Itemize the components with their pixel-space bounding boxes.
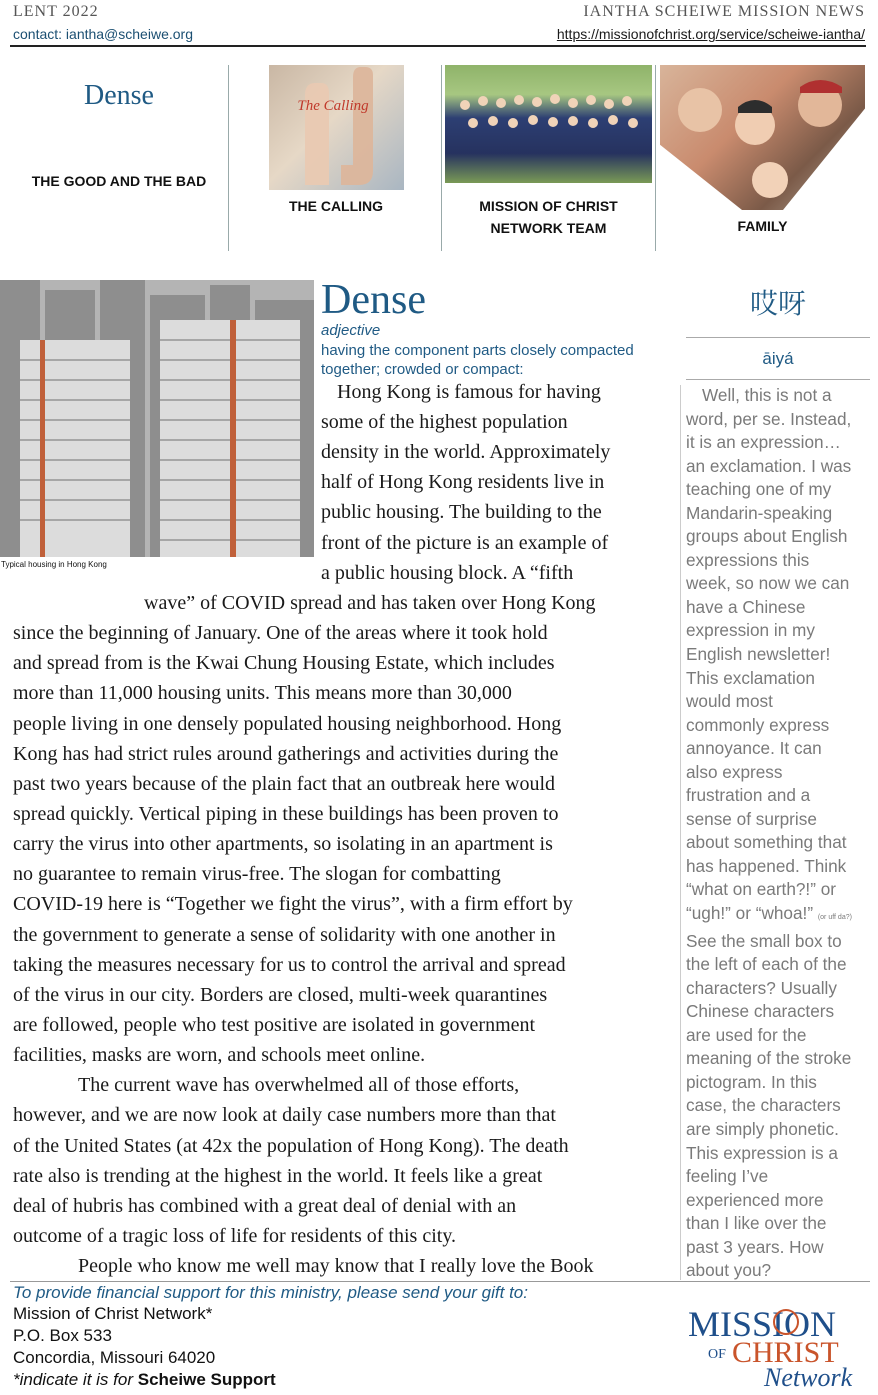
sidebar-line: has happened. Think bbox=[686, 855, 847, 876]
photo-caption: Typical housing in Hong Kong bbox=[1, 560, 107, 569]
team-photo[interactable] bbox=[445, 65, 652, 183]
contact-email[interactable]: contact: iantha@scheiwe.org bbox=[13, 26, 193, 42]
org-name: Mission of Christ Network* bbox=[13, 1304, 213, 1323]
sidebar-line: frustration and a bbox=[686, 785, 811, 806]
nav-label-team-line2: NETWORK TEAM bbox=[490, 220, 607, 236]
nav-divider bbox=[441, 65, 442, 251]
sidebar-line: “what on earth?!” or bbox=[686, 879, 836, 900]
article-line: a public housing block. A “fifth bbox=[321, 562, 574, 584]
article-line: carry the virus into other apartments, so isolating in an apartment is bbox=[13, 833, 553, 855]
sidebar-line: “ugh!” or “whoa!” bbox=[686, 903, 814, 924]
sidebar-line-with-note bbox=[686, 902, 872, 930]
article-line: half of Hong Kong residents live in bbox=[321, 471, 605, 493]
article-title: Dense bbox=[321, 277, 426, 323]
article-line: People who know me well may know that I really love the Book bbox=[78, 1255, 594, 1277]
issue-label: LENT 2022 bbox=[13, 3, 99, 20]
mission-of-christ-logo bbox=[688, 1300, 868, 1390]
sidebar-line: the left of each of the bbox=[686, 954, 847, 975]
article-line: public housing. The building to the bbox=[321, 501, 602, 523]
article-line: people living in one densely populated housing neighborhood. Hong bbox=[13, 713, 562, 735]
article-line: however, and we are now look at daily case numbers more than that bbox=[13, 1104, 556, 1126]
nav-item-dense[interactable] bbox=[10, 65, 228, 251]
article-line: and spread from is the Kwai Chung Housing Estate, which includes bbox=[13, 652, 555, 674]
sidebar-line: an exclamation. I was bbox=[686, 455, 852, 476]
sidebar-line: groups about English bbox=[686, 526, 848, 547]
sidebar-line: characters? Usually bbox=[686, 977, 837, 998]
svg-text:CHRIST: CHRIST bbox=[732, 1336, 839, 1369]
sidebar-line: would most bbox=[686, 691, 773, 712]
nav-label-calling[interactable]: THE CALLING bbox=[288, 198, 384, 214]
nav-divider bbox=[655, 65, 656, 251]
family-photo[interactable] bbox=[660, 65, 865, 210]
article-line: front of the picture is an example of bbox=[321, 532, 609, 554]
sidebar-line: feeling I’ve bbox=[686, 1166, 769, 1187]
article-line: no guarantee to remain virus-free. The slogan for combatting bbox=[13, 863, 501, 885]
article-line: The current wave has overwhelmed all of those efforts, bbox=[78, 1074, 520, 1096]
calling-thumb-text: The Calling bbox=[297, 98, 369, 114]
sidebar-line: Well, this is not a bbox=[702, 385, 832, 405]
article-line: rate also is trending at the highest in the world. It feels like a great bbox=[13, 1165, 543, 1187]
article-line: some of the highest population bbox=[321, 411, 568, 433]
article-line: since the beginning of January. One of the areas where it took hold bbox=[13, 622, 548, 644]
nav-dense-title: Dense bbox=[84, 80, 154, 111]
sidebar-line: meaning of the stroke bbox=[686, 1048, 852, 1069]
chinese-expression: 哎呀 bbox=[749, 287, 806, 320]
article-line: of the virus in our city. Borders are closed, multi-week quarantines bbox=[13, 984, 548, 1006]
publication-title: IANTHA SCHEIWE MISSION NEWS bbox=[583, 3, 865, 20]
sidebar-line: English newsletter! bbox=[686, 644, 831, 665]
sidebar-line: This expression is a bbox=[686, 1142, 838, 1163]
sidebar-line: about something that bbox=[686, 832, 847, 853]
sidebar-line: Mandarin-speaking bbox=[686, 502, 833, 523]
sidebar-line: pictogram. In this bbox=[686, 1071, 817, 1092]
sidebar-line: expression in my bbox=[686, 620, 815, 641]
article-line: outcome of a tragic loss of life for residents of this city. bbox=[13, 1225, 457, 1247]
sidebar-line: it is an expression… bbox=[686, 432, 841, 453]
article-line: Kong has had strict rules around gatherings and activities during the bbox=[13, 743, 559, 765]
sidebar-line: past 3 years. How bbox=[686, 1236, 824, 1257]
article-line: more than 11,000 housing units. This means more than 30,000 bbox=[13, 682, 512, 704]
sidebar-line: about you? bbox=[686, 1260, 772, 1281]
sidebar-line: are simply phonetic. bbox=[686, 1118, 839, 1139]
article-line: are followed, people who test positive are isolated in government bbox=[13, 1014, 536, 1036]
svg-text:OF: OF bbox=[708, 1347, 726, 1362]
sidebar-rule bbox=[686, 379, 870, 380]
article-line: deal of hubris has combined with a great deal of denial with an bbox=[13, 1195, 517, 1217]
article-line: facilities, masks are worn, and schools meet online. bbox=[13, 1044, 426, 1066]
sidebar-line: week, so now we can bbox=[686, 573, 850, 594]
article-line: the government to generate a sense of solidarity with one another in bbox=[13, 924, 556, 946]
ministry-link[interactable]: https://missionofchrist.org/service/scheiwe-iantha/ bbox=[556, 26, 865, 42]
sidebar-line: teaching one of my bbox=[686, 479, 832, 500]
city-state-zip: Concordia, Missouri 64020 bbox=[13, 1348, 216, 1367]
svg-text:MISSION: MISSION bbox=[688, 1304, 837, 1344]
nav-label-good-bad: THE GOOD AND THE BAD bbox=[31, 173, 207, 189]
designation-bold: Scheiwe Support bbox=[137, 1370, 276, 1389]
sidebar-line: sense of surprise bbox=[686, 808, 817, 829]
nav-divider bbox=[228, 65, 229, 251]
sidebar-line: are used for the bbox=[686, 1024, 807, 1045]
article-line: of the United States (at 42x the population of Hong Kong). The death bbox=[13, 1135, 569, 1157]
article-line: wave” of COVID spread and has taken over Hong Kong bbox=[144, 592, 596, 614]
sidebar-line: than I like over the bbox=[686, 1213, 827, 1234]
sidebar-line: word, per se. Instead, bbox=[686, 408, 852, 429]
sidebar-line: This exclamation bbox=[686, 667, 815, 688]
nav-label-team-line1: MISSION OF CHRIST bbox=[479, 198, 618, 214]
po-box: P.O. Box 533 bbox=[13, 1326, 112, 1345]
sidebar-line: have a Chinese bbox=[686, 596, 806, 617]
sidebar-line: expressions this bbox=[686, 549, 810, 570]
sidebar-line: See the small box to bbox=[686, 930, 842, 951]
footer-rule bbox=[10, 1281, 870, 1282]
article-line: Hong Kong is famous for having bbox=[337, 381, 601, 403]
pinyin: āiyá bbox=[762, 349, 794, 368]
sidebar-line: case, the characters bbox=[686, 1095, 841, 1116]
svg-text:Network: Network bbox=[764, 1363, 853, 1390]
sidebar-line: annoyance. It can bbox=[686, 738, 822, 759]
sidebar-rule bbox=[686, 337, 870, 338]
nav-label-team[interactable] bbox=[445, 195, 652, 239]
designation-note bbox=[13, 1370, 276, 1390]
hong-kong-housing-photo bbox=[0, 280, 314, 557]
sidebar-line: Chinese characters bbox=[686, 1001, 835, 1022]
sidebar-text bbox=[686, 384, 872, 1283]
sidebar-line: also express bbox=[686, 761, 783, 782]
support-appeal: To provide financial support for this ministry, please send your gift to: bbox=[13, 1283, 528, 1302]
nav-label-family[interactable]: FAMILY bbox=[737, 218, 788, 234]
article-line: past two years because of the plain fact that an outbreak here would bbox=[13, 773, 556, 795]
article-line: COVID-19 here is “Together we fight the virus”, with a firm effort by bbox=[13, 893, 573, 915]
definition: having the component parts closely compacted together; crowded or compact: bbox=[321, 342, 634, 378]
sidebar-line: commonly express bbox=[686, 714, 830, 735]
calling-thumbnail[interactable] bbox=[269, 65, 404, 190]
sidebar-line: experienced more bbox=[686, 1189, 824, 1210]
article-line: density in the world. Approximately bbox=[321, 441, 611, 463]
article-line: spread quickly. Vertical piping in these buildings has been proven to bbox=[13, 803, 559, 825]
article-line: taking the measures necessary for us to control the arrival and spread bbox=[13, 954, 566, 976]
sidebar-small-note: (or uff da?) bbox=[817, 914, 852, 922]
sidebar-box-border bbox=[680, 385, 681, 1280]
header-rule bbox=[10, 45, 866, 47]
designation-prefix: *indicate it is for bbox=[13, 1370, 138, 1389]
part-of-speech: adjective bbox=[321, 322, 381, 339]
